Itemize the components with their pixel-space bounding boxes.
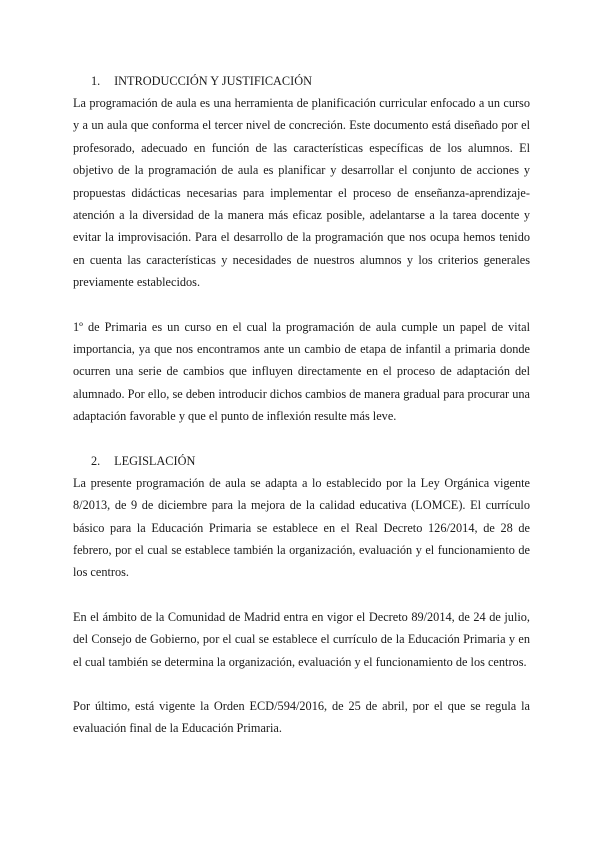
section-number: 1. [91, 74, 101, 88]
section-title: LEGISLACIÓN [114, 453, 196, 468]
paragraph-legislacion-1: La presente programación de aula se adapta a lo establecido por la Ley Orgánica vigente 8/2013, de 9 de diciembre para la mejora de la calidad educativa (LOMCE). El currículo básico para la Educación Primaria se establece en el Real Decreto 126/2014, de 28 de febrero, por el cual se establece también la organización, evaluación y el funcionamiento de los centros. [73, 475, 530, 580]
paragraph-legislacion-3: Por último, está vigente la Orden ECD/594/2016, de 25 de abril, por el que se regula la evaluación final de la Educación Primaria. [73, 698, 530, 736]
paragraph-introduccion-1: La programación de aula es una herramienta de planificación curricular enfocado a un curso y a un aula que conforma el tercer nivel de concreción. Este documento está diseñado por el profesorado, adecuado en función de las características específicas de los alumnos. El objetivo de la programación de aula es planificar y desarrollar el conjunto de acciones y propuestas didácticas necesarias para implementar el proceso de enseñanza-aprendizaje-atención a la diversidad de la manera más eficaz posible, adelantarse a la tarea docente y evitar la improvisación. Para el desarrollo de la programación que nos ocupa hemos tenido en cuenta las características y necesidades de nuestros alumnos y los criterios generales previamente establecidos. [73, 96, 530, 290]
section-heading-introduccion [73, 70, 530, 92]
paragraph-introduccion-2: 1º de Primaria es un curso en el cual la programación de aula cumple un papel de vital importancia, ya que nos encontramos ante un cambio de etapa de infantil a primaria donde ocurren una serie de cambios que influyen directamente en el proceso de adaptación del alumnado. Por ello, se deben introducir dichos cambios de manera gradual para procurar una adaptación favorable y que el punto de inflexión resulte más leve. [73, 319, 530, 424]
section-heading-legislacion [73, 450, 530, 472]
paragraph-legislacion-2: En el ámbito de la Comunidad de Madrid entra en vigor el Decreto 89/2014, de 24 de julio, del Consejo de Gobierno, por el cual se establece el currículo de la Educación Primaria y en el cual también se determina la organización, evaluación y el funcionamiento de los centros. [73, 609, 530, 669]
section-title: INTRODUCCIÓN Y JUSTIFICACIÓN [114, 74, 312, 88]
section-number: 2. [91, 453, 101, 468]
document-body [73, 70, 530, 740]
